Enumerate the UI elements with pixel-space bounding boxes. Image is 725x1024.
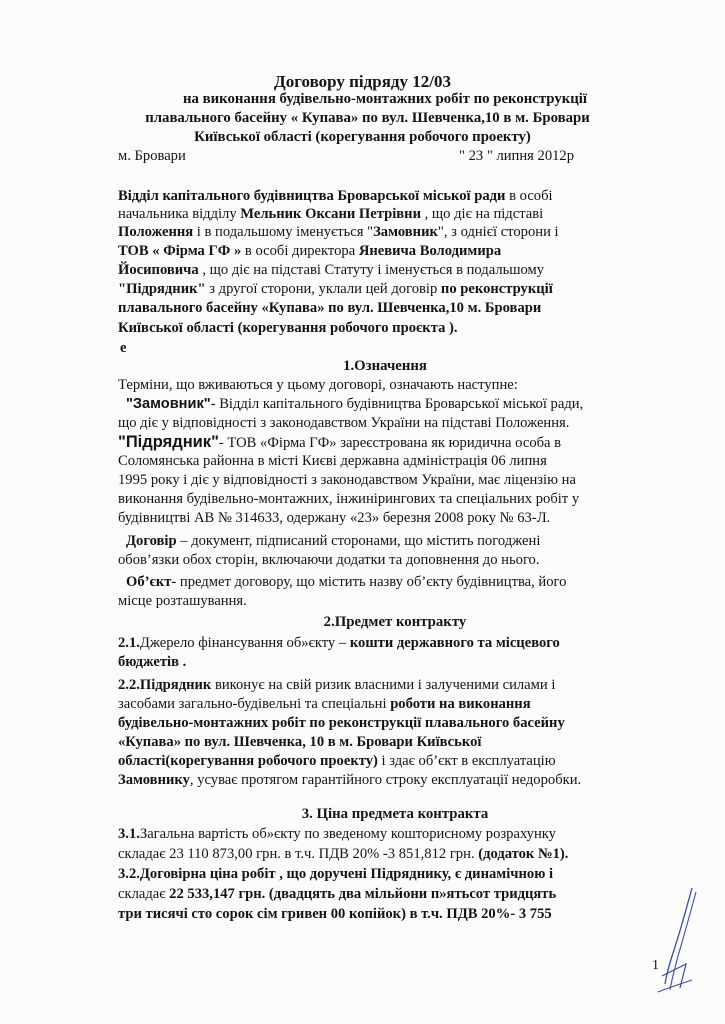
section3-line: складає 23 110 873,00 грн. в т.ч. ПДВ 20% -3 851,812 грн. (додаток №1). [118, 846, 569, 862]
intro-line: ТОВ « Фірма ГФ » в особі директора Яневича Володимира [118, 243, 502, 259]
definition-line: що діє у відповідності з законодавством України на підставі Положення. [118, 415, 570, 431]
section2-line: 2.2.Підрядник виконує на свій ризик власними і залученими силами і [118, 677, 556, 693]
definitions-intro: Терміни, що вживаються у цьому договорі, означають наступне: [118, 377, 518, 393]
section-heading: 1.Означення [343, 358, 427, 374]
intro-line: начальника відділу Мельник Оксани Петрівни , що діє на підставі [118, 206, 544, 222]
definition-line: виконання будівельно-монтажних, інжинірингових та спеціальних робіт у [118, 491, 580, 507]
contract-title: Договору підряду 12/03 [274, 72, 451, 91]
section3-line: три тисячі сто сорок сім гривен 00 копійок) в т.ч. ПДВ 20%- 3 755 [118, 906, 552, 922]
definition-line: обов’язки обох сторін, включаючи додатки та доповнення до нього. [118, 552, 540, 568]
section2-line: 2.1.Джерело фінансування об»єкту – кошти державного та місцевого [118, 635, 560, 651]
intro-line: Відділ капітального будівництва Броварської міської ради в особі [118, 188, 553, 204]
definition-line: місце розташування. [118, 593, 247, 609]
section-heading: 3. Ціна предмета контракта [301, 806, 489, 822]
section3-line: складає 22 533,147 грн. (двадцять два мільйони п»ятьсот тридцять [118, 886, 557, 902]
contract-date: " 23 " липня 2012р [459, 148, 575, 164]
intro-line: плавального басейну «Купава» по вул. Шевченка,10 м. Бровари [118, 300, 542, 316]
intro-line: Йосиповича , що діє на підставі Статуту і іменується в подальшому [118, 262, 545, 278]
definition-line: 1995 року і діє у відповідності з законодавством України, має ліцензію на [118, 472, 576, 488]
signature-mark [640, 880, 710, 1000]
subtitle-line: плавального басейну « Купава» по вул. Шевченка,10 в м. Бровари [145, 110, 590, 126]
subtitle-line: Київської області (корегування робочого проекту) [194, 129, 531, 145]
section2-line: будівельно-монтажних робіт по реконструкції плавального басейну [118, 715, 565, 731]
subtitle-line: на виконання будівельно-монтажних робіт по реконструкції [182, 91, 588, 107]
section2-line: «Купава» по вул. Шевченка, 10 в м. Бровари Київської [118, 734, 482, 750]
definition-line: "Замовник"- Відділ капітального будівництва Броварської міської ради, [126, 396, 584, 412]
intro-line: "Підрядник" з другої сторони, уклали цей договір по реконструкції [118, 281, 553, 297]
contract-city: м. Бровари [118, 148, 186, 164]
section3-line: 3.2.Договірна ціна робіт , що доручені Підряднику, є динамічною і [118, 866, 554, 882]
definition-line: Соломянська районна в місті Києві державна адміністрація 06 липня [118, 453, 547, 469]
definition-line: будівництві АВ № 314633, одержану «23» березня 2008 року № 63-Л. [118, 510, 551, 526]
definition-line: Договір – документ, підписаний сторонами, що містить погоджені [126, 533, 541, 549]
definition-line: Об’єкт- предмет договору, що містить назву об’єкту будівництва, його [126, 574, 567, 590]
intro-line: Київської області (корегування робочого проєкта ). [118, 320, 458, 336]
section-heading: 2.Предмет контракту [323, 614, 467, 630]
section2-line: області(корегування робочого проекту) і здає об’єкт в експлуатацію [118, 753, 556, 769]
section3-line: 3.1.Загальна вартість об»єкту по зведеному кошторисному розрахунку [118, 826, 556, 842]
section2-line: бюджетів . [118, 654, 187, 670]
section2-line: Замовнику, усуває протягом гарантійного строку експлуатації недоробки. [118, 772, 582, 788]
intro-line: Положення і в подальшому іменується "Замовник", з однієї сторони і [118, 224, 559, 240]
definition-line: "Підрядник"- ТОВ «Фірма ГФ» зареєстрована як юридична особа в [118, 433, 562, 451]
section2-line: засобами загально-будівельні та спеціальні роботи на виконання [118, 696, 531, 712]
page-number: 1 [652, 958, 659, 973]
stray-mark: е [120, 340, 127, 356]
